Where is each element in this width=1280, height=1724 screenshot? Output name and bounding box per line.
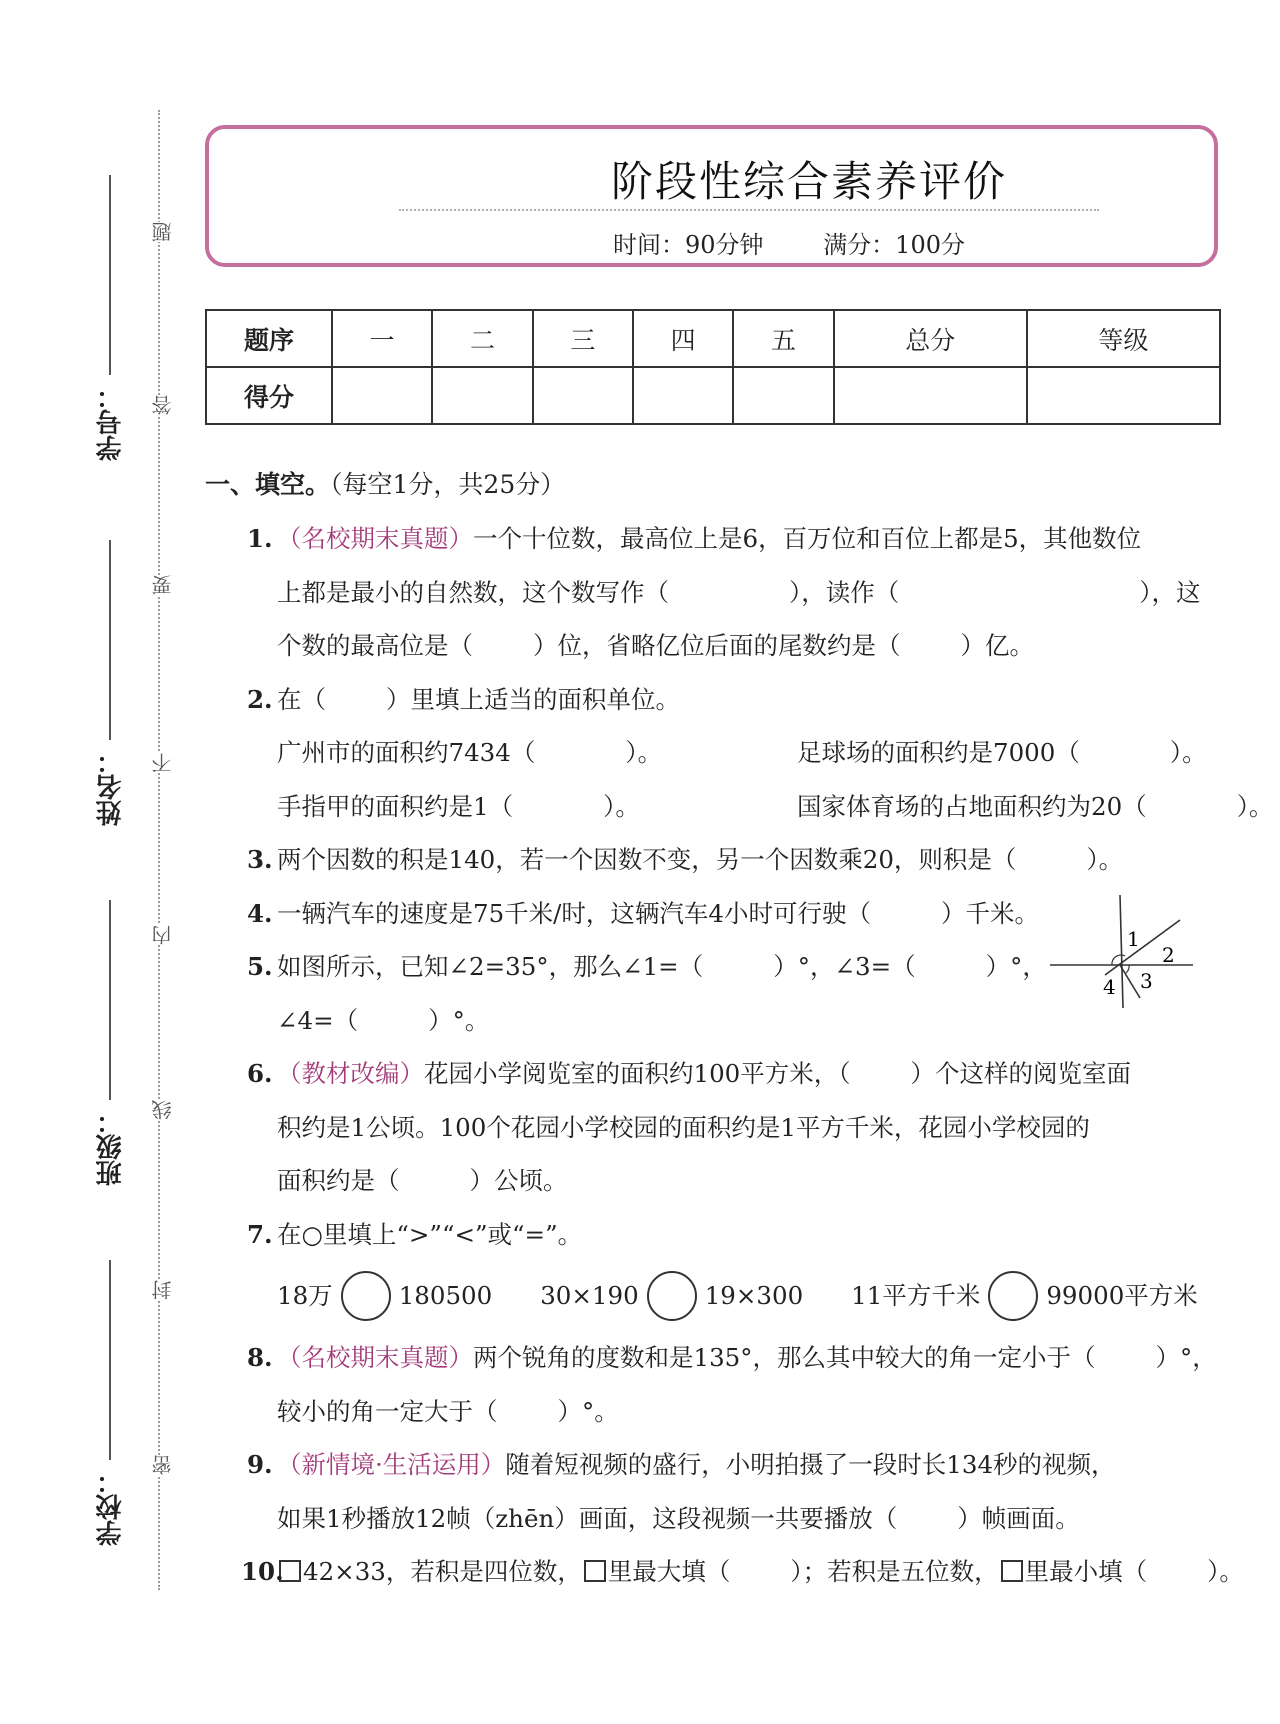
question-text: ）。 bbox=[625, 738, 663, 767]
compare-circle[interactable] bbox=[988, 1271, 1038, 1321]
angle-label: 1 bbox=[1127, 927, 1140, 951]
student-id-line[interactable] bbox=[109, 175, 111, 375]
section-note: （每空1分，共25分） bbox=[330, 470, 566, 499]
question-text: ）公顷。 bbox=[469, 1166, 568, 1195]
score-table-score-row bbox=[206, 367, 1220, 424]
question-text: 上都是最小的自然数，这个数写作（ bbox=[277, 577, 669, 607]
question-text: 一个十位数，最高位上是6，百万位和百位上都是5，其他数位 bbox=[473, 524, 1142, 553]
table-cell: 二 bbox=[432, 310, 532, 367]
compare-left: 18万 bbox=[277, 1281, 333, 1311]
school-line[interactable] bbox=[109, 1260, 111, 1460]
exam-meta bbox=[539, 225, 1039, 260]
score-cell[interactable] bbox=[733, 367, 833, 424]
student-id-label: 学号： bbox=[95, 383, 126, 461]
question-tag: （新情境·生活运用） bbox=[277, 1450, 506, 1479]
compare-circle[interactable] bbox=[341, 1271, 391, 1321]
question-1 bbox=[205, 512, 1225, 673]
name-field[interactable] bbox=[88, 540, 132, 826]
question-7 bbox=[205, 1208, 1225, 1262]
compare-circle[interactable] bbox=[647, 1271, 697, 1321]
question-text: ）。 bbox=[1086, 845, 1124, 874]
question-2 bbox=[205, 673, 1274, 834]
question-text: ）。 bbox=[603, 791, 640, 821]
question-3 bbox=[205, 833, 1225, 887]
question-text: 花园小学阅览室的面积约100平方米，（ bbox=[424, 1059, 851, 1088]
school-field[interactable] bbox=[88, 1260, 132, 1546]
seal-char: 线 bbox=[148, 1100, 170, 1120]
question-text: ）帧画面。 bbox=[957, 1503, 1080, 1533]
score-cell[interactable] bbox=[633, 367, 733, 424]
question-9 bbox=[205, 1438, 1225, 1545]
binding-strip bbox=[0, 0, 200, 1724]
question-text: 42×33，若积是四位数， bbox=[303, 1557, 582, 1586]
square-box-icon bbox=[1001, 1560, 1023, 1582]
seal-char: 封 bbox=[148, 1280, 170, 1300]
table-cell: 一 bbox=[332, 310, 432, 367]
question-text: 在○里填上“>”“<”或“=”。 bbox=[277, 1219, 583, 1249]
class-label: 班级： bbox=[95, 1108, 126, 1186]
table-cell: 四 bbox=[633, 310, 733, 367]
question-text: 随着短视频的盛行，小明拍摄了一段时长134秒的视频， bbox=[505, 1450, 1116, 1479]
score-cell[interactable] bbox=[533, 367, 633, 424]
seal-char: 密 bbox=[148, 1455, 170, 1475]
section-title-text: 一、填空。 bbox=[205, 470, 331, 499]
question-text: 手指甲的面积约是1（ bbox=[277, 791, 514, 821]
question-text: 在（ bbox=[277, 684, 326, 714]
vertical-line bbox=[1120, 895, 1123, 1008]
question-number: 5. bbox=[247, 952, 273, 981]
question-number: 2. bbox=[247, 684, 273, 714]
question-text: 两个锐角的度数和是135°，那么其中较大的角一定小于（ bbox=[473, 1343, 1096, 1372]
table-cell: 题序 bbox=[206, 310, 332, 367]
question-text: 如图所示，已知∠2=35°，那么∠1=（ bbox=[277, 952, 704, 981]
question-number: 6. bbox=[247, 1059, 273, 1088]
score-table bbox=[205, 309, 1221, 425]
question-text: 积约是1公顷。100个花园小学校园的面积约是1平方千米，花园小学校园的 bbox=[277, 1112, 1090, 1142]
seal-dashed-line bbox=[158, 110, 160, 1590]
question-text: 较小的角一定大于（ bbox=[277, 1396, 498, 1426]
question-text: ）°，∠3=（ bbox=[773, 952, 916, 981]
question-6 bbox=[205, 1047, 1225, 1208]
question-text: ）亿。 bbox=[960, 631, 1034, 660]
table-cell: 等级 bbox=[1027, 310, 1220, 367]
page-title: 阶段性综合素养评价 bbox=[610, 157, 1007, 206]
table-cell: 得分 bbox=[206, 367, 332, 424]
question-text: 面积约是（ bbox=[277, 1166, 400, 1195]
question-number: 3. bbox=[247, 845, 273, 874]
question-text: 如果1秒播放12帧（zhēn）画面，这段视频一共要播放（ bbox=[277, 1503, 898, 1533]
question-number: 8. bbox=[247, 1343, 273, 1372]
question-text: 国家体育场的占地面积约为20（ bbox=[797, 791, 1147, 821]
score-cell[interactable] bbox=[332, 367, 432, 424]
angle-diagram bbox=[1045, 890, 1195, 1010]
table-cell: 三 bbox=[533, 310, 633, 367]
seal-char: 不 bbox=[148, 753, 170, 773]
question-text: 个数的最高位是（ bbox=[277, 631, 473, 660]
question-text: 两个因数的积是140，若一个因数不变，另一个因数乘20，则积是（ bbox=[277, 845, 1017, 874]
question-text: 广州市的面积约7434（ bbox=[277, 738, 536, 767]
question-section bbox=[205, 458, 1274, 1599]
question-text: ）°， bbox=[1155, 1343, 1217, 1372]
question-text: ）°。 bbox=[557, 1396, 619, 1426]
question-number: 9. bbox=[247, 1450, 273, 1479]
question-number: 10. bbox=[241, 1557, 284, 1586]
question-number: 4. bbox=[247, 898, 273, 928]
question-text: ）。 bbox=[1207, 1557, 1244, 1586]
class-field[interactable] bbox=[88, 900, 132, 1186]
question-text: ）。 bbox=[1169, 738, 1207, 767]
seal-char: 题 bbox=[148, 222, 170, 242]
score-cell[interactable] bbox=[1027, 367, 1220, 424]
question-text: ）位，省略亿位后面的尾数约是（ bbox=[533, 631, 901, 660]
compare-row bbox=[277, 1261, 1225, 1331]
question-text: 足球场的面积约是7000（ bbox=[797, 738, 1080, 767]
question-text: ），读作（ bbox=[789, 577, 900, 607]
school-label: 学校： bbox=[95, 1468, 126, 1546]
question-text: ），这 bbox=[1139, 577, 1201, 607]
question-tag: （教材改编） bbox=[277, 1059, 424, 1088]
exam-time: 时间：90分钟 bbox=[613, 231, 764, 259]
angle-arc bbox=[1126, 965, 1129, 973]
name-line[interactable] bbox=[109, 540, 111, 740]
question-text: 一辆汽车的速度是75千米/时，这辆汽车4小时可行驶（ bbox=[277, 898, 872, 928]
angle-arc bbox=[1112, 955, 1125, 965]
question-10 bbox=[205, 1545, 1244, 1599]
question-text: ∠4=（ bbox=[277, 1005, 359, 1035]
exam-full-score: 满分：100分 bbox=[823, 231, 965, 259]
compare-right: 99000平方米 bbox=[1046, 1281, 1198, 1311]
compare-left: 30×190 bbox=[540, 1281, 639, 1311]
seal-char: 要 bbox=[148, 575, 170, 595]
question-text: ）。 bbox=[1236, 791, 1274, 821]
question-text: ）°。 bbox=[428, 1005, 490, 1035]
question-text: ）个这样的阅览室面 bbox=[910, 1059, 1132, 1088]
question-text: 里最大填（ bbox=[607, 1557, 731, 1586]
table-cell: 五 bbox=[733, 310, 833, 367]
question-number: 7. bbox=[247, 1219, 273, 1249]
seal-char: 内 bbox=[148, 925, 170, 945]
compare-left: 11平方千米 bbox=[851, 1281, 981, 1311]
name-label: 姓名： bbox=[95, 748, 126, 826]
question-8 bbox=[205, 1331, 1225, 1438]
question-text: ）；若积是五位数， bbox=[790, 1557, 999, 1586]
question-tag: （名校期末真题） bbox=[277, 1343, 473, 1372]
class-line[interactable] bbox=[109, 900, 111, 1100]
score-cell[interactable] bbox=[432, 367, 532, 424]
student-id-field[interactable] bbox=[88, 175, 132, 461]
angle-label: 3 bbox=[1140, 969, 1153, 993]
banner-divider bbox=[399, 209, 1099, 211]
section-title bbox=[205, 458, 1225, 512]
compare-right: 19×300 bbox=[704, 1281, 804, 1311]
table-cell: 总分 bbox=[834, 310, 1027, 367]
angle-label: 2 bbox=[1162, 943, 1175, 967]
question-text: ）里填上适当的面积单位。 bbox=[386, 684, 680, 714]
angle-label: 4 bbox=[1103, 975, 1116, 999]
square-box-icon bbox=[584, 1560, 606, 1582]
score-table-header-row bbox=[206, 310, 1220, 367]
seal-char: 答 bbox=[148, 395, 170, 415]
question-text: ）千米。 bbox=[941, 898, 1040, 928]
question-text: ）°， bbox=[985, 952, 1047, 981]
question-text: 里最小填（ bbox=[1024, 1557, 1148, 1586]
compare-right: 180500 bbox=[398, 1281, 493, 1311]
header-banner bbox=[205, 125, 1218, 267]
question-number: 1. bbox=[247, 524, 273, 553]
question-tag: （名校期末真题） bbox=[277, 524, 473, 553]
score-cell[interactable] bbox=[834, 367, 1027, 424]
